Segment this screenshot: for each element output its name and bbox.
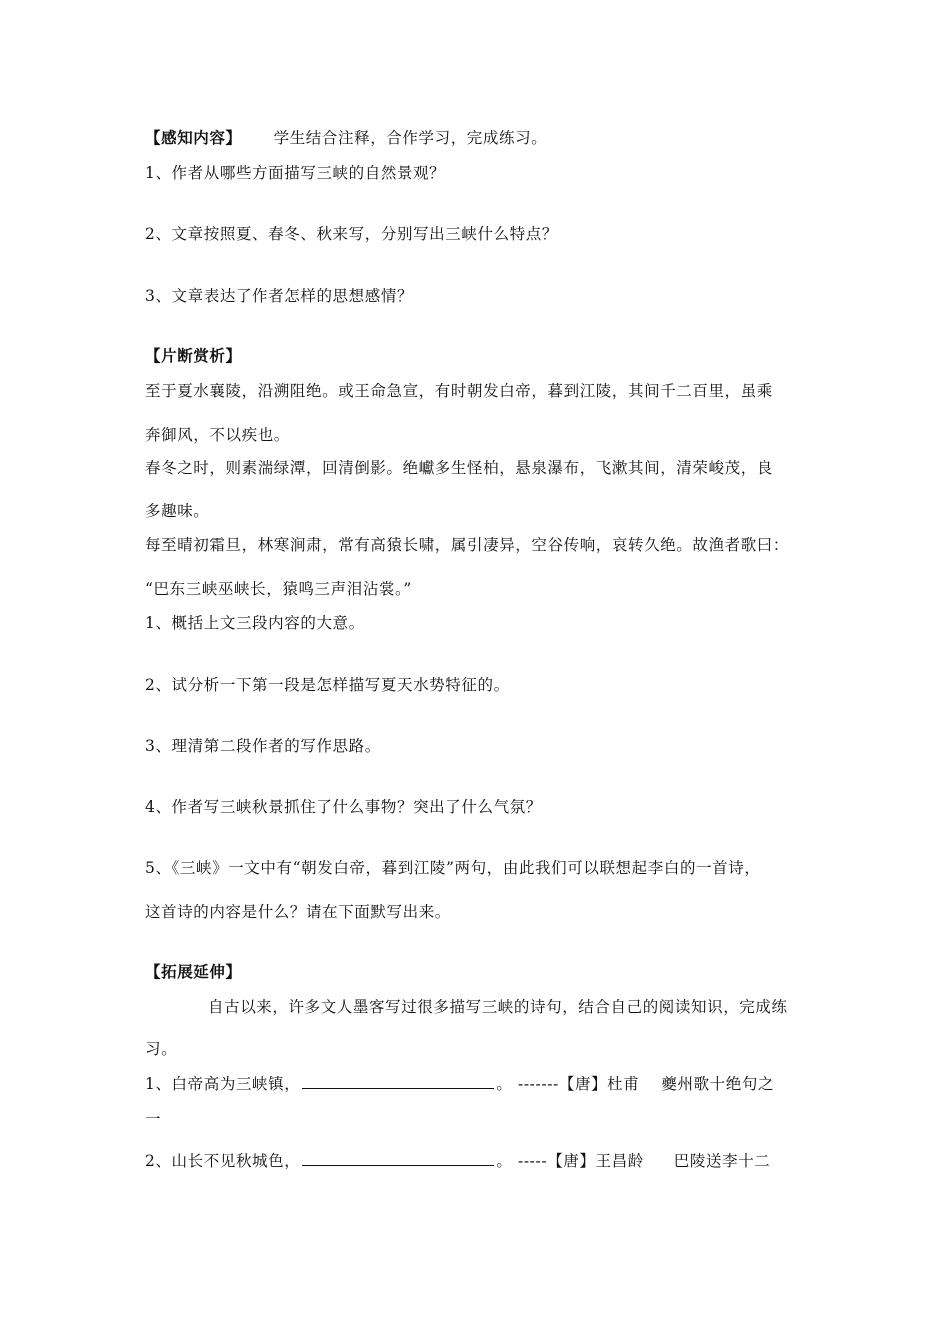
excerpt-paragraph-1-line-2: 奔御风，不以疾也。 [145,426,290,444]
excerpt-question-5-line-2: 这首诗的内容是什么？请在下面默写出来。 [145,903,451,921]
excerpt-paragraph-3-line-1: 每至晴初霜旦，林寒涧肃，常有高猿长啸，属引凄异，空谷传响，哀转久绝。故渔者歌曰： [145,536,790,554]
extension-intro-line-1: 自古以来，许多文人墨客写过很多描写三峡的诗句，结合自己的阅读知识，完成练 [208,998,788,1016]
excerpt-paragraph-2-line-2: 多趣味。 [145,502,210,520]
excerpt-question-3: 3、理清第二段作者的写作思路。 [145,737,381,755]
extension-item-1 [145,1074,774,1094]
fill-in-blank-2[interactable] [302,1151,494,1166]
extension-item-1-source-continued: 一 [145,1110,162,1128]
extension-item-1-suffix: 。 -------【唐】杜甫 [496,1075,640,1093]
excerpt-question-1: 1、概括上文三段内容的大意。 [145,614,365,632]
excerpt-paragraph-1-line-1: 至于夏水襄陵，沿溯阻绝。或王命急宣，有时朝发白帝，暮到江陵，其间千二百里，虽乘 [145,382,773,400]
excerpt-question-2: 2、试分析一下第一段是怎样描写夏天水势特征的。 [145,676,510,694]
excerpt-paragraph-2-line-1: 春冬之时，则素湍绿潭，回清倒影。绝巘多生怪柏，悬泉瀑布，飞漱其间，清荣峻茂，良 [145,459,773,477]
perception-heading: 【感知内容】 [145,128,242,147]
extension-heading: 【拓展延伸】 [145,962,242,981]
excerpt-heading: 【片断赏析】 [145,346,242,365]
excerpt-question-5-line-1: 5、《三峡》一文中有“朝发白帝，暮到江陵”两句，由此我们可以联想起李白的一首诗， [145,859,761,877]
extension-item-2-suffix: 。 -----【唐】王昌龄 [496,1152,644,1170]
excerpt-question-4: 4、作者写三峡秋景抓住了什么事物？突出了什么气氛？ [145,798,542,816]
perception-question-2: 2、文章按照夏、春冬、秋来写，分别写出三峡什么特点？ [145,225,558,243]
perception-intro: 学生结合注释，合作学习，完成练习。 [273,129,548,147]
extension-item-2-source: 巴陵送李十二 [673,1152,771,1170]
extension-intro-line-2: 习。 [145,1040,178,1058]
perception-section-line [145,128,547,148]
extension-item-2 [145,1151,770,1171]
excerpt-paragraph-3-line-2: “巴东三峡巫峡长，猿鸣三声泪沾裳。” [145,580,412,598]
perception-question-1: 1、作者从哪些方面描写三峡的自然景观？ [145,164,446,182]
perception-question-3: 3、文章表达了作者怎样的思想感情？ [145,287,414,305]
extension-item-1-source: 夔州歌十绝句之 [661,1075,775,1093]
extension-item-1-prefix: 1、白帝高为三峡镇， [145,1075,301,1093]
fill-in-blank-1[interactable] [302,1074,494,1089]
extension-item-2-prefix: 2、山长不见秋城色， [145,1152,301,1170]
